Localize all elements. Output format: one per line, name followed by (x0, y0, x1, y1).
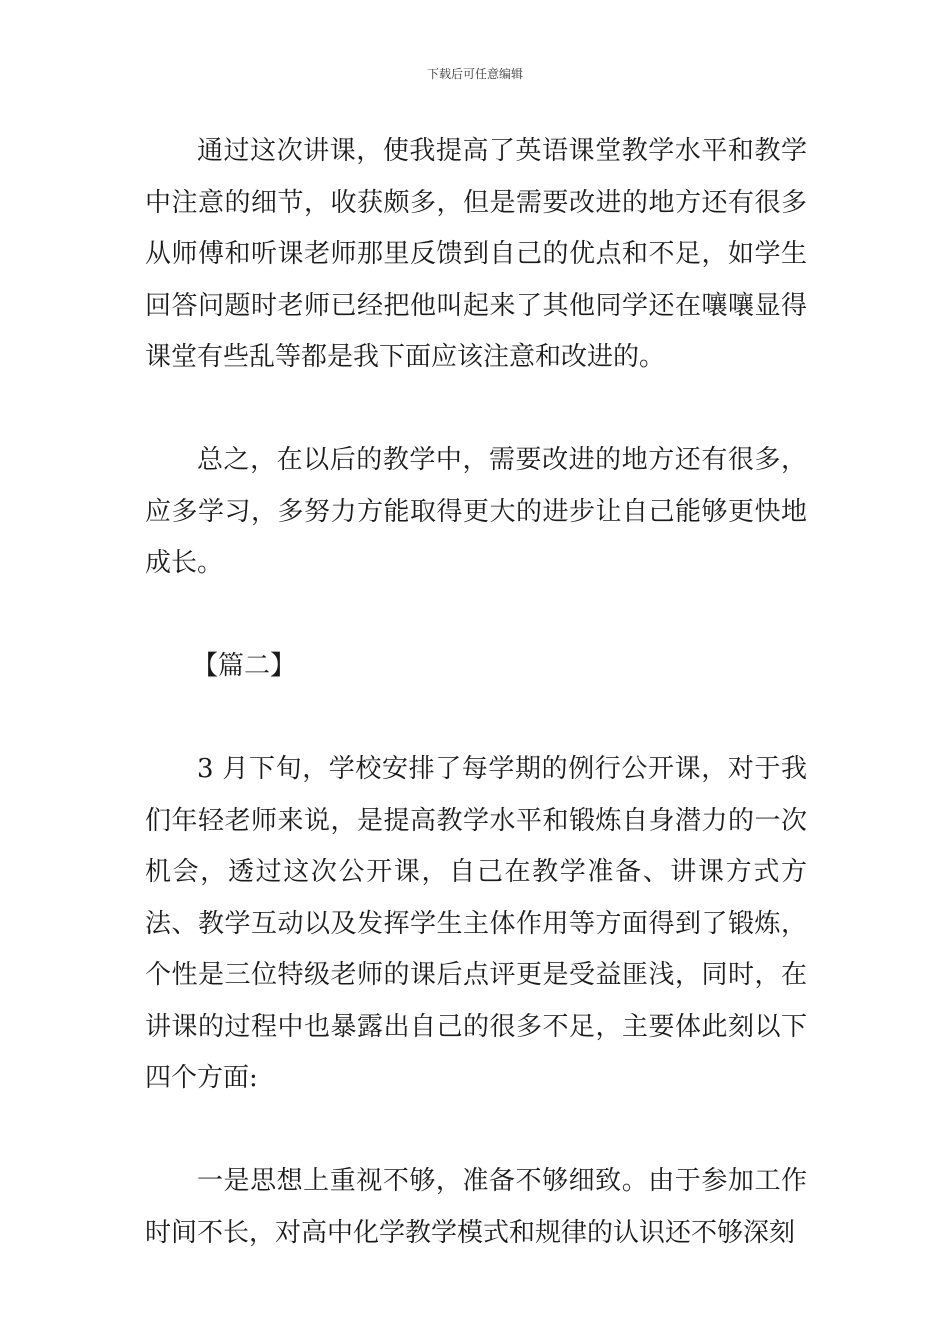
paragraph-1: 通过这次讲课，使我提高了英语课堂教学水平和教学中注意的细节，收获颇多，但是需要改进的地方还有很多从师傅和听课老师那里反馈到自己的优点和不足，如学生回答问题时老师已经把他叫起来了其他同学还在嚷嚷显得课堂有些乱等都是我下面应该注意和改进的。 (145, 136, 807, 372)
paragraph-gap (145, 1105, 807, 1157)
section-title: 【篇二】 (192, 651, 297, 681)
page-header-note: 下载后可任意编辑 (426, 67, 523, 81)
paragraph-2: 总之，在以后的教学中，需要改进的地方还有很多，应多学习，多努力方能取得更大的进步让自己能够更快地成长。 (145, 445, 807, 578)
document-body (145, 126, 807, 1259)
paragraph-3: 3 月下旬，学校安排了每学期的例行公开课，对于我们年轻老师来说，是提高教学水平和锻炼自身潜力的一次机会，透过这次公开课，自己在教学准备、讲课方式方法、教学互动以及发挥学生主体作用等方面得到了锻炼，个性是三位特级老师的课后点评更是受益匪浅，同时，在讲课的过程中也暴露出自己的很多不足，主要体此刻以下四个方面: (145, 754, 807, 1093)
paragraph-4: 一是思想上重视不够，准备不够细致。由于参加工作时间不长，对高中化学教学模式和规律的认识还不够深刻 (145, 1166, 807, 1248)
paragraph-gap (145, 384, 807, 436)
paragraph-gap (145, 693, 807, 745)
paragraph-gap (145, 590, 807, 642)
